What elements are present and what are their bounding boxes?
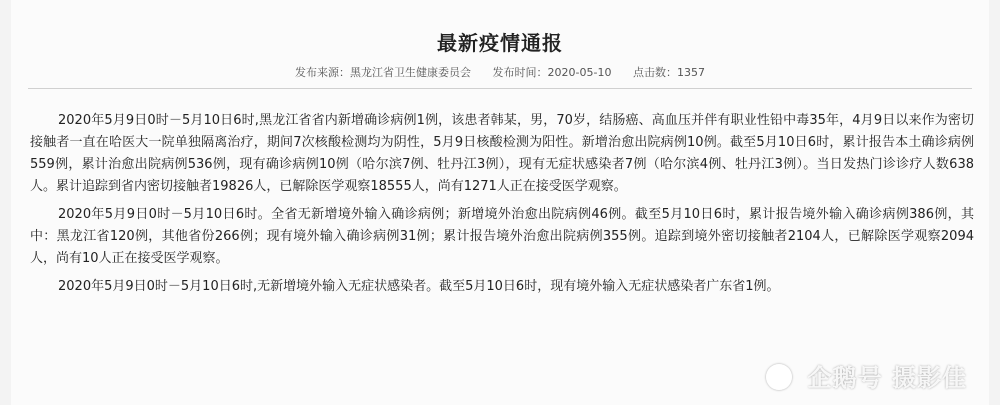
watermark [766, 358, 967, 393]
meta-time: 发布时间：2020-05-10 [492, 66, 612, 79]
paragraph-3: 2020年5月9日0时－5月10日6时,无新增境外输入无症状感染者。截至5月10日6时，现有境外输入无症状感染者广东省1例。 [58, 279, 780, 294]
meta-source: 发布来源：黑龙江省卫生健康委员会 [295, 66, 472, 79]
watermark-text: 企鹅号 摄影佳 [807, 364, 967, 392]
header-divider [28, 88, 972, 89]
meta-clicks: 点击数：1357 [632, 66, 705, 79]
article-card [11, 0, 989, 405]
article-body [30, 110, 974, 304]
paragraph-2: 2020年5月9日0时－5月10日6时。全省无新增境外输入确诊病例；新增境外治愈出院病例46例。截至5月10日6时，累计报告境外输入确诊病例386例，其中：黑龙江省120例，其他省份266例；现有境外输入确诊病例31例；累计报告境外治愈出院病例355例。追踪到境外密切接触者2104人，已解除医学观察2094人，尚有10人正在接受医学观察。 [30, 207, 974, 266]
paragraph-1: 2020年5月9日0时－5月10日6时,黑龙江省省内新增确诊病例1例，该患者韩某，男，70岁，结肠癌、高血压并伴有职业性铅中毒35年，4月9日以来作为密切接触者一直在哈医大一院单独隔离治疗，期间7次核酸检测均为阴性，5月9日核酸检测为阳性。新增治愈出院病例10例。截至5月10日6时，累计报告本土确诊病例559例，累计治愈出院病例536例，现有确诊病例10例（哈尔滨7例、牡丹江3例），现有无症状感染者7例（哈尔滨4例、牡丹江3例）。当日发热门诊诊疗人数638人。累计追踪到省内密切接触者19826人，已解除医学观察18555人，尚有1271人正在接受医学观察。 [30, 113, 974, 194]
penguin-logo-icon [766, 364, 792, 390]
article-title: 最新疫情通报 [437, 31, 563, 55]
article-meta [11, 64, 989, 80]
